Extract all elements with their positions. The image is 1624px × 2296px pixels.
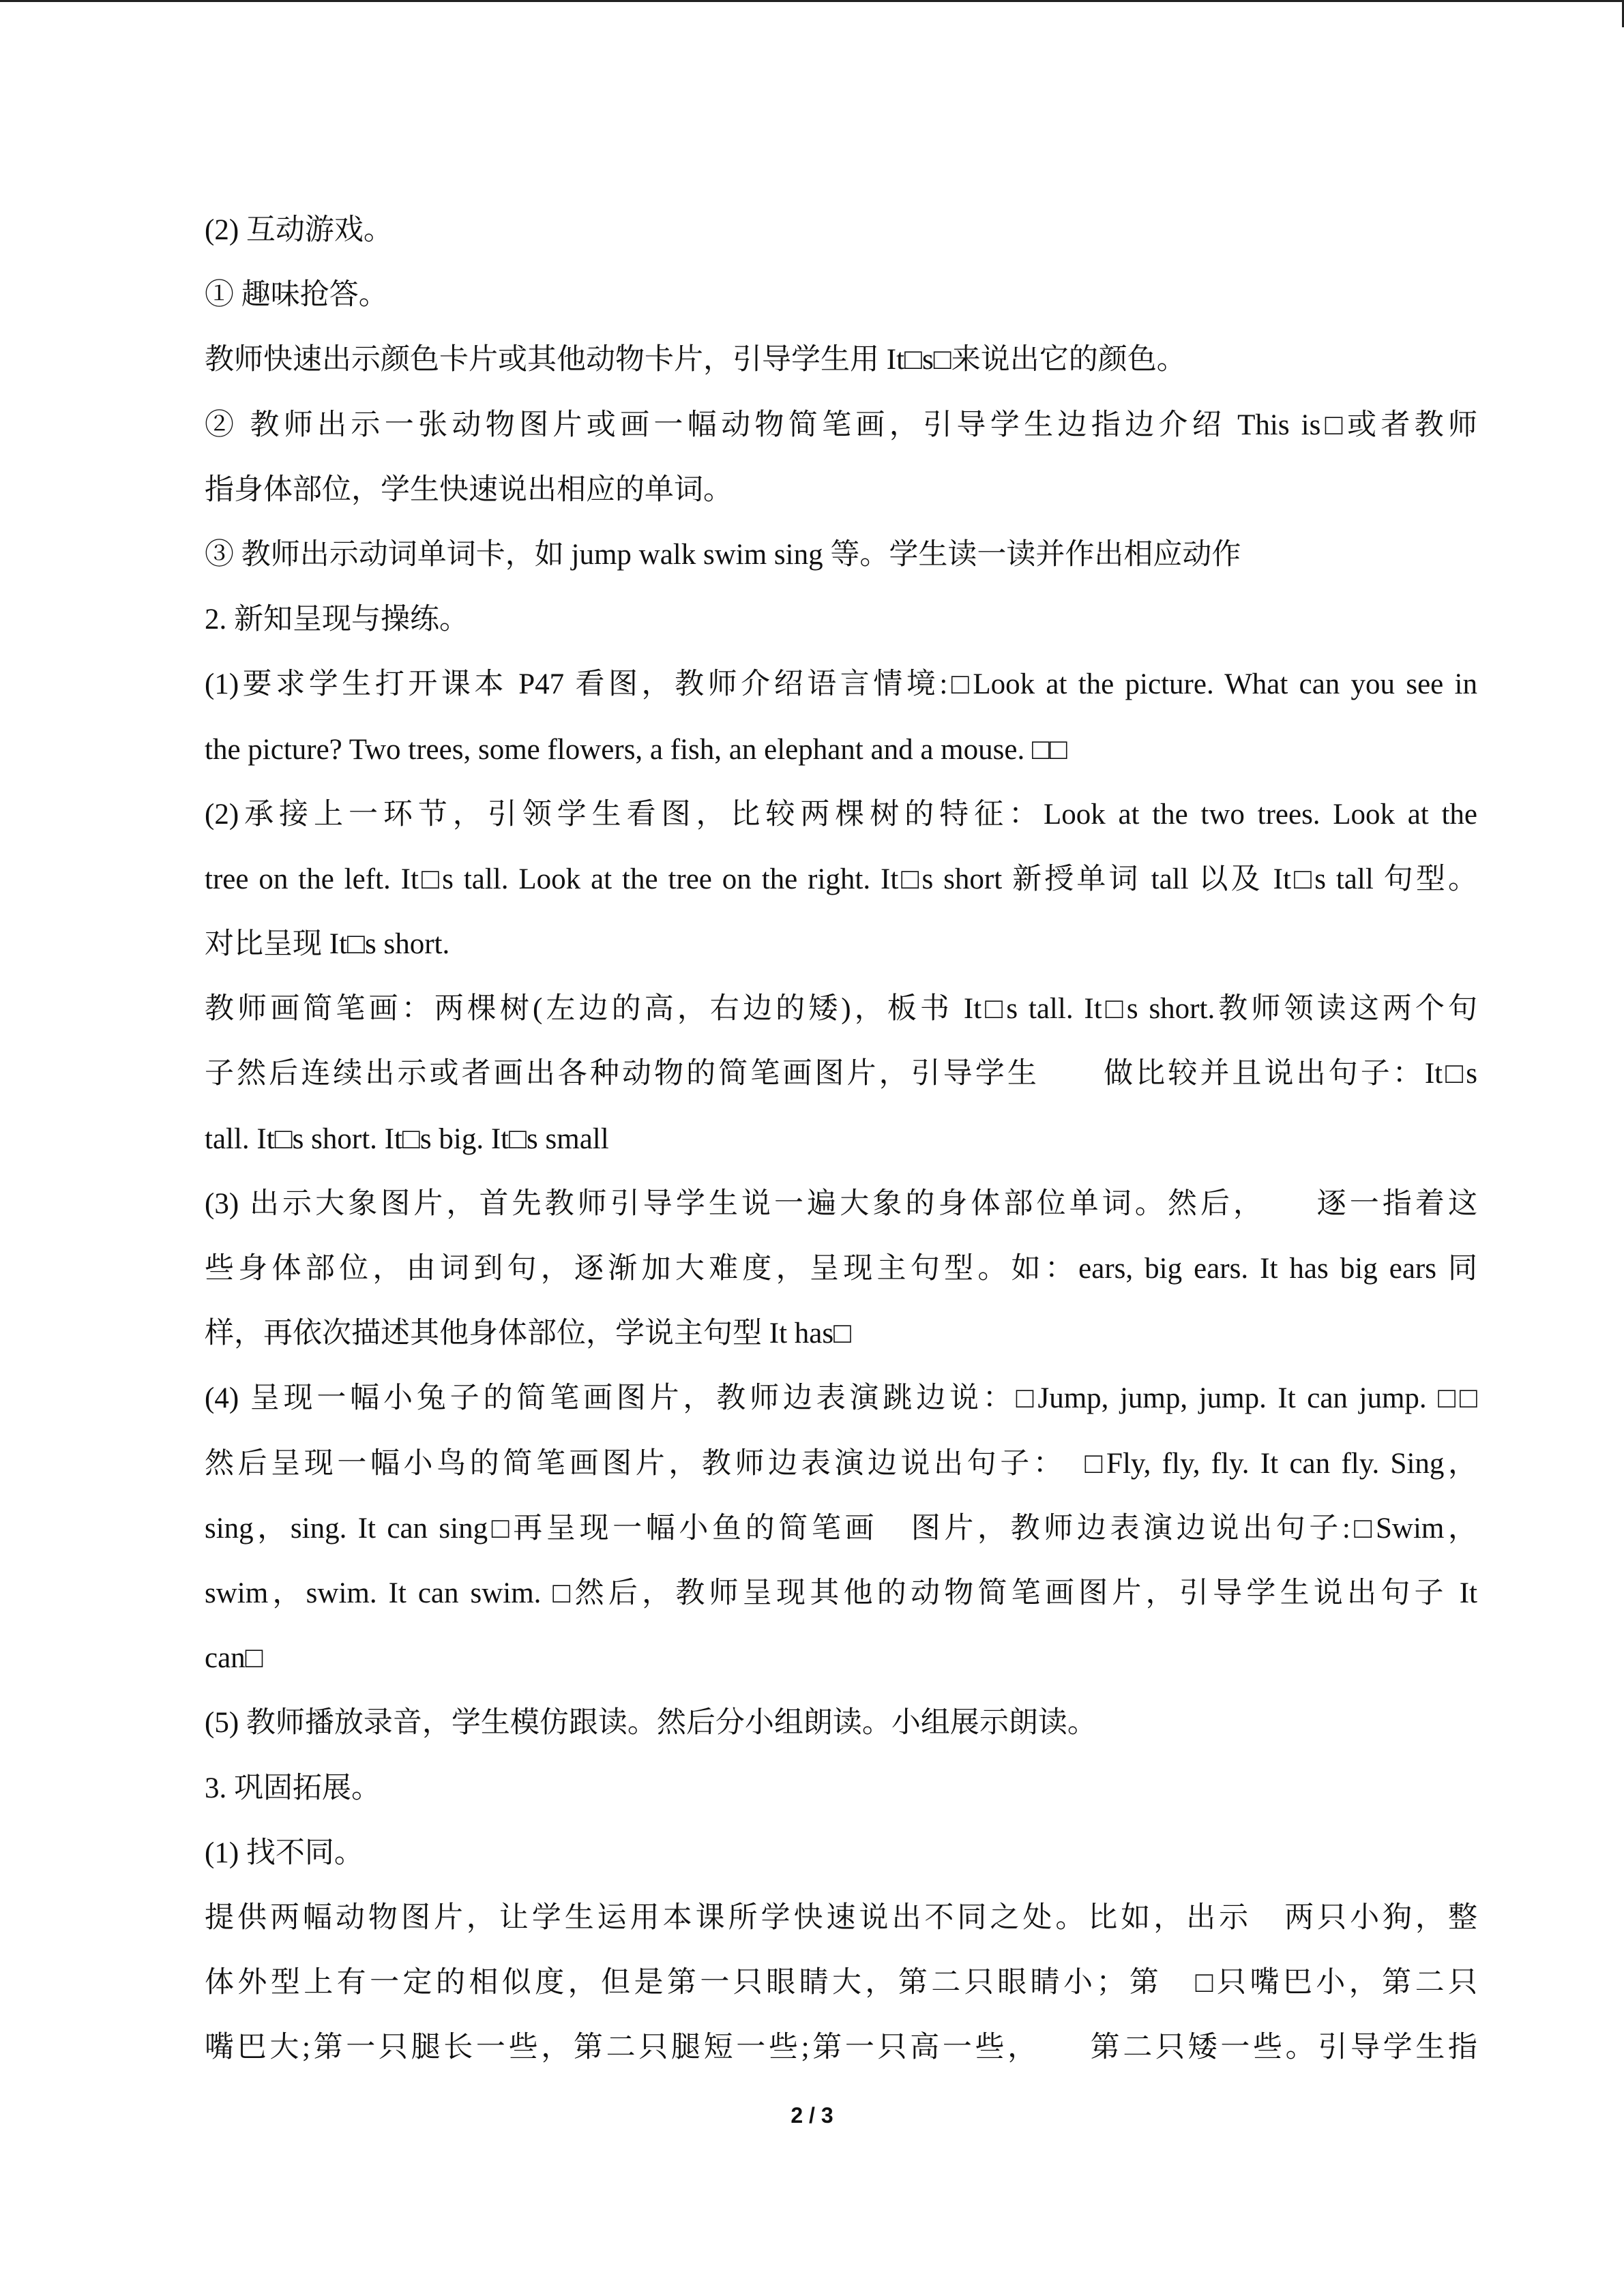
text-line: tree on the left. It□s tall. Look at the tree on the right. It□s short 新授单词 tall 以及 It□s tall 句型。: [205, 863, 1477, 895]
text-line: 教师画简笔画：两棵树(左边的高，右边的矮)，板书 It□s tall. It□s short.教师领读这两个句: [205, 993, 1477, 1026]
text-line: 指身体部位，学生快速说出相应的单词。: [205, 473, 733, 506]
section-heading: 3. 巩固拓展。: [205, 1772, 381, 1804]
text-line: 样，再依次描述其他身体部位，学说主句型 It has□: [205, 1317, 852, 1350]
text-line: (1)要求学生打开课本 P47 看图，教师介绍语言情境:□Look at the picture. What can you see in: [205, 668, 1477, 701]
text-line: ② 教师出示一张动物图片或画一幅动物简笔画，引导学生边指边介绍 This is□或者教师: [205, 408, 1477, 441]
text-line: 然后呈现一幅小鸟的简笔画图片，教师边表演边说出句子： □Fly, fly, fly. It can fly. Sing，: [205, 1447, 1477, 1480]
text-line: sing，sing. It can sing□再呈现一幅小鱼的简笔画 图片，教师边表演边说出句子:□Swim，: [205, 1512, 1477, 1545]
text-line: ① 趣味抢答。: [205, 279, 388, 312]
page-top-border: [0, 0, 1624, 2]
text-line: can□: [205, 1642, 263, 1675]
text-line: (1) 找不同。: [205, 1836, 364, 1869]
text-line: 教师快速出示颜色卡片或其他动物卡片，引导学生用 It□s□来说出它的颜色。: [205, 344, 1186, 376]
text-line: (5) 教师播放录音，学生模仿跟读。然后分小组朗读。小组展示朗读。: [205, 1707, 1097, 1740]
text-line: 些身体部位，由词到句，逐渐加大难度，呈现主句型。如：ears, big ears. It has big ears 同: [205, 1253, 1477, 1285]
text-line: (2)承接上一环节，引领学生看图，比较两棵树的特征：Look at the two trees. Look at the: [205, 798, 1477, 831]
section-heading: 2. 新知呈现与操练。: [205, 603, 469, 636]
text-line: tall. It□s short. It□s big. It□s small: [205, 1122, 609, 1155]
text-line: 嘴巴大;第一只腿长一些，第二只腿短一些;第一只高一些， 第二只矮一些。引导学生指: [205, 2031, 1477, 2064]
text-line: swim，swim. It can swim. □然后，教师呈现其他的动物简笔画图片，引导学生说出句子 It: [205, 1577, 1477, 1609]
text-line: 对比呈现 It□s short.: [205, 928, 450, 961]
page-number: 2 / 3: [791, 2103, 833, 2128]
text-line: (2) 互动游戏。: [205, 214, 393, 246]
text-line: (3) 出示大象图片，首先教师引导学生说一遍大象的身体部位单词。然后， 逐一指着这: [205, 1187, 1477, 1220]
text-line: 子然后连续出示或者画出各种动物的简笔画图片，引导学生 做比较并且说出句子：It□s: [205, 1058, 1477, 1090]
text-line: 提供两幅动物图片，让学生运用本课所学快速说出不同之处。比如，出示 两只小狗，整: [205, 1901, 1477, 1934]
text-line: ③ 教师出示动词单词卡，如 jump walk swim sing 等。学生读一读并作出相应动作: [205, 538, 1241, 571]
document-body: [205, 198, 1477, 2080]
text-line: (4) 呈现一幅小兔子的简笔画图片，教师边表演跳边说：□Jump, jump, jump. It can jump. □□: [205, 1382, 1477, 1415]
text-line: 体外型上有一定的相似度，但是第一只眼睛大，第二只眼睛小；第 □只嘴巴小，第二只: [205, 1967, 1477, 1999]
text-line: the picture? Two trees, some flowers, a fish, an elephant and a mouse. □□: [205, 733, 1067, 766]
